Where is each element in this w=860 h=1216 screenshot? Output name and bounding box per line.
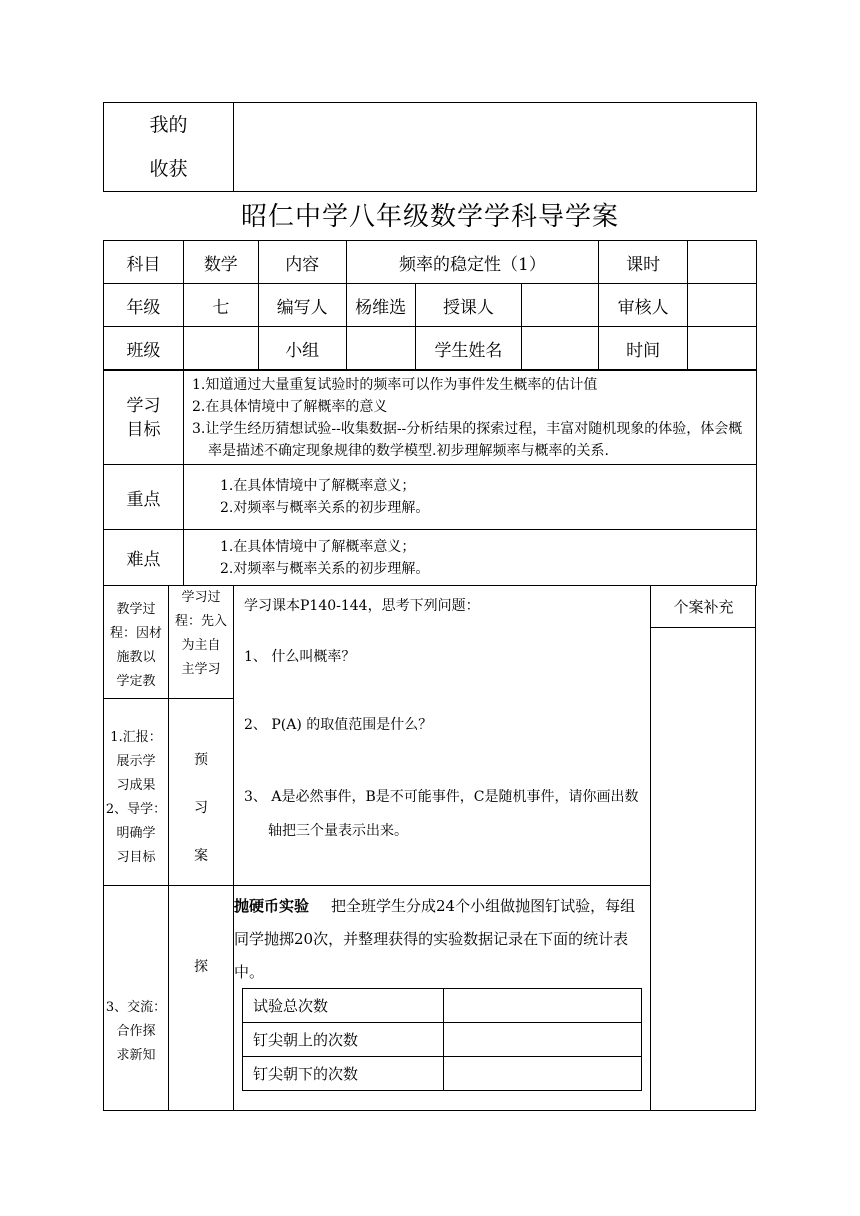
difficulties-row <box>104 530 757 586</box>
key-point-item: 2.对频率与概率关系的初步理解。 <box>220 500 430 516</box>
subject-value: 数学 <box>183 241 258 284</box>
info-row-2 <box>104 284 757 327</box>
header-line: 教学过 <box>116 602 156 617</box>
group-label: 小组 <box>258 327 346 370</box>
difficulties-label: 难点 <box>104 530 184 586</box>
experiment-description <box>234 890 648 989</box>
harvest-content-cell[interactable] <box>234 103 757 192</box>
author-value: 杨维选 <box>346 284 415 327</box>
time-value[interactable] <box>688 327 757 370</box>
step-line: 2、导学： <box>105 802 167 817</box>
header-line: 施教以 <box>116 650 156 665</box>
step-line: 1.汇报： <box>110 730 162 745</box>
content-label: 内容 <box>258 241 346 284</box>
goals-list <box>184 371 757 465</box>
stats-row <box>243 1023 642 1057</box>
explore-label: 探 <box>194 959 208 975</box>
teacher-value[interactable] <box>522 284 599 327</box>
preview-char: 预 <box>194 752 208 768</box>
stats-value[interactable] <box>444 989 642 1023</box>
difficulty-item: 2.对频率与概率关系的初步理解。 <box>220 560 430 577</box>
goals-label <box>104 371 184 465</box>
reviewer-label: 审核人 <box>599 284 688 327</box>
stats-table <box>242 988 642 1091</box>
experiment-title: 抛硬币实验 <box>234 897 310 915</box>
header-line: 程：因材 <box>109 626 162 641</box>
supplement-header: 个案补充 <box>673 598 734 616</box>
preview-plan-label <box>169 736 233 880</box>
reviewer-value[interactable] <box>688 284 757 327</box>
question-3: 3、 A是必然事件，B是不可能事件，C是随机事件，请你画出数轴把三个量表示出来。 <box>244 789 639 839</box>
header-line: 学习过 <box>181 590 221 605</box>
period-value[interactable] <box>688 241 757 284</box>
header-line: 学定教 <box>116 674 156 689</box>
info-row-1 <box>104 241 757 284</box>
content-value: 频率的稳定性（1） <box>346 241 599 284</box>
harvest-label-line2: 收获 <box>149 158 188 180</box>
stats-value[interactable] <box>444 1023 642 1057</box>
class-value[interactable] <box>183 327 258 370</box>
stats-row <box>243 1057 642 1091</box>
step-line: 习目标 <box>116 850 156 865</box>
key-points-row <box>104 465 757 530</box>
objectives-table <box>103 370 757 586</box>
stats-row <box>243 989 642 1023</box>
time-label: 时间 <box>599 327 688 370</box>
stats-label: 试验总次数 <box>243 989 444 1023</box>
step-line: 习成果 <box>116 778 156 793</box>
goal-item: 2.在具体情境中了解概率的意义 <box>192 398 388 415</box>
key-points-list <box>184 465 757 530</box>
harvest-label-line1: 我的 <box>149 114 188 136</box>
step-line: 求新知 <box>116 1048 156 1063</box>
goal-item: 1.知道通过大量重复试验时的频率可以作为事件发生概率的估计值 <box>192 376 598 393</box>
harvest-label-cell <box>104 103 234 192</box>
study-intro: 学习课本P140-144，思考下列问题： <box>244 598 480 614</box>
goals-row <box>104 371 757 465</box>
key-point-item: 1.在具体情境中了解概率意义； <box>220 478 416 494</box>
stats-label: 钉尖朝上的次数 <box>243 1023 444 1057</box>
preview-char: 案 <box>194 848 208 864</box>
page-title: 昭仁中学八年级数学学科导学案 <box>240 202 619 232</box>
step-line: 3、交流： <box>105 1000 167 1015</box>
difficulty-item: 1.在具体情境中了解概率意义； <box>220 538 416 555</box>
experiment-text: 把全班学生分成24个小组做抛图钉试验，每组同学抛掷20次，并整理获得的实验数据记录在下面的统计表中。 <box>234 897 636 981</box>
student-label: 学生姓名 <box>415 327 522 370</box>
info-row-3 <box>104 327 757 370</box>
grade-value: 七 <box>183 284 258 327</box>
teaching-process-header <box>104 598 168 694</box>
teacher-label: 授课人 <box>415 284 522 327</box>
step-communicate <box>104 996 168 1068</box>
process-section <box>103 585 756 1111</box>
stats-value[interactable] <box>444 1057 642 1091</box>
question-2: 2、 P(A) 的取值范围是什么？ <box>244 717 433 733</box>
group-value[interactable] <box>346 327 415 370</box>
step-line: 展示学 <box>116 754 156 769</box>
author-label: 编写人 <box>258 284 346 327</box>
preview-char: 习 <box>194 800 208 816</box>
learning-process-header <box>169 586 233 682</box>
info-table <box>103 240 757 370</box>
goals-label-line2: 目标 <box>126 419 161 440</box>
period-label: 课时 <box>599 241 688 284</box>
step-report-guide <box>104 726 168 870</box>
step-line: 明确学 <box>116 826 156 841</box>
step-line: 合作探 <box>116 1024 156 1039</box>
question-1: 1、 什么叫概率？ <box>244 649 356 665</box>
header-line: 为主自 <box>181 638 221 653</box>
class-label: 班级 <box>104 327 184 370</box>
header-line: 主学习 <box>181 662 221 677</box>
harvest-table <box>103 102 757 192</box>
grade-label: 年级 <box>104 284 184 327</box>
student-value[interactable] <box>522 327 599 370</box>
stats-label: 钉尖朝下的次数 <box>243 1057 444 1091</box>
difficulties-list <box>184 530 757 586</box>
goals-label-line1: 学习 <box>126 395 161 416</box>
header-line: 程：先入 <box>174 614 227 629</box>
key-points-label: 重点 <box>104 465 184 530</box>
goal-item: 3.让学生经历猜想试验--收集数据--分析结果的探索过程，丰富对随机现象的体验，体会概率是描述不确定现象规律的数学模型.初步理解频率与概率的关系. <box>192 420 743 459</box>
subject-label: 科目 <box>104 241 184 284</box>
